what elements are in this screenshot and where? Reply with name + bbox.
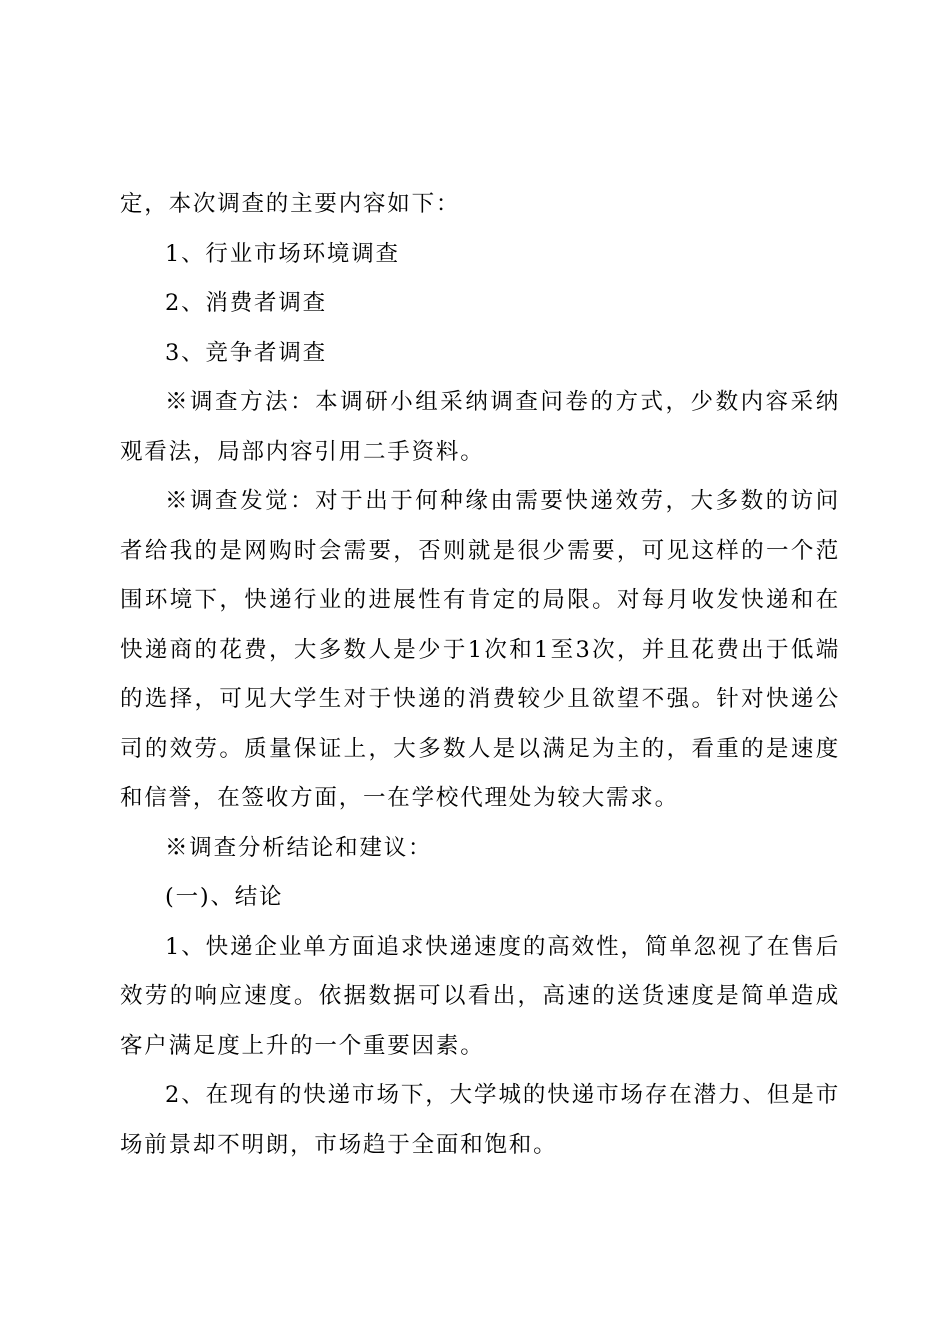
paragraph-survey-method: ※调查方法：本调研小组采纳调查问卷的方式，少数内容采纳观看法，局部内容引用二手资料。 [120,389,840,465]
paragraph-continuation: 定，本次调查的主要内容如下： [120,191,461,217]
heading-analysis-conclusions: ※调查分析结论和建议： [165,834,433,861]
paragraph-conclusion-1: 1、快递企业单方面追求快递速度的高效性，简单忽视了在售后效劳的响应速度。依据数据可以看出，高速的送货速度是简单造成客户满足度上升的一个重要因素。 [120,933,840,1059]
heading-conclusion: (一)、结论 [165,884,284,910]
document-body [120,180,840,1170]
list-item-market-environment: 1、行业市场环境调查 [165,240,400,267]
paragraph-survey-findings: ※调查发觉：对于出于何种缘由需要快递效劳，大多数的访问者给我的是网购时会需要，否则就是很少需要，可见这样的一个范围环境下，快递行业的进展性有肯定的局限。对每月收发快递和在快递商的花费，大多数人是少于1次和1至3次，并且花费出于低端的选择，可见大学生对于快递的消费较少且欲望不强。针对快递公司的效劳。质量保证上，大多数人是以满足为主的，看重的是速度和信誉，在签收方面，一在学校代理处为较大需求。 [120,488,840,811]
paragraph-conclusion-2: 2、在现有的快递市场下，大学城的快递市场存在潜力、但是市场前景却不明朗，市场趋于全面和饱和。 [120,1082,840,1158]
list-item-consumer-survey: 2、消费者调查 [165,290,327,316]
list-item-competitor-survey: 3、竞争者调查 [165,339,327,366]
